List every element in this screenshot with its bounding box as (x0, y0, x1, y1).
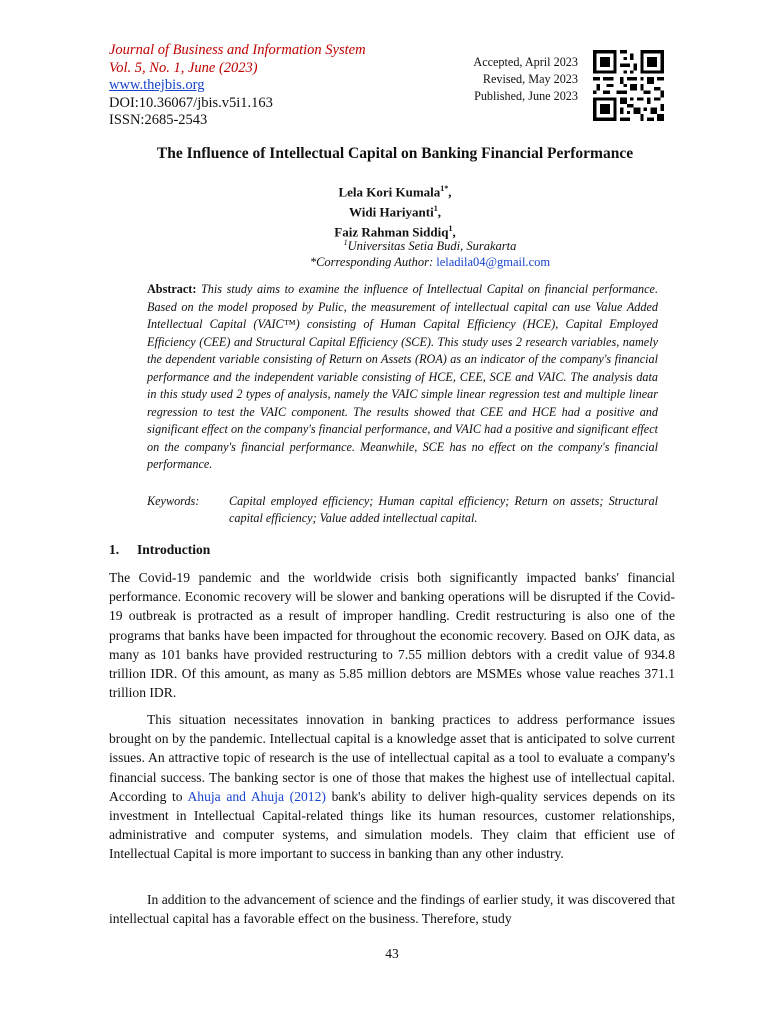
keywords-label: Keywords: (147, 494, 200, 508)
author: Lela Kori Kumala$^{1*}$, (338, 184, 452, 200)
paragraph: The Covid-19 pandemic and the worldwide crisis both significantly impacted banks' financial performance. Economic recovery will be slower and banking operations will be disrupted if the Covid-19 outbreak is protracted as a result of improper handling. Credit restructuring is also one of the programs that banks have been impacted for throughout the economic recovery. Based on OJK data, as many as 101 banks have provided restructuring to 7.55 million debtors with a credit value of 934.8 trillion IDR. Of this amount, as many as 5.85 million debtors are MSMEs whose value reaches 371.1 trillion IDR. (109, 570, 675, 701)
doi: DOI:10.36067/jbis.v5i1.163 (109, 94, 273, 111)
published-date: Published, June 2023 (474, 89, 578, 103)
corresponding-author: *Corresponding Author: leladila04@gmail.com (309, 255, 551, 270)
issn: ISSN:2685-2543 (109, 112, 208, 128)
paragraph: This situation necessitates innovation in banking practices to address performance issues brought on by the pandemic. Intellectual capital is a knowledge asset that is anticipated to solve current issues. An attractive topic of research is the use of intellectual capital as a tool to evaluate a company's financial success. The banking sector is one of those that makes the highest use of intellectual capital. According to Ahuja and Ahuja (2012) bank's ability to deliver high-quality services depends on its investment in Intellectual Capital-related things like its human resources, customer relationships, administrative and computer systems, and simulation models. They claim that efficient use of Intellectual Capital is more important to success in banking than any other industry. (109, 712, 675, 862)
paragraph: In addition to the advancement of science and the findings of earlier study, it was discovered that intellectual capital has a favorable effect on the business. Therefore, study (109, 892, 675, 927)
section-number: 1. (109, 542, 120, 557)
email-link[interactable]: leladila04@gmail.com (436, 255, 551, 270)
section-title: Introduction (137, 542, 211, 557)
revised-date: Revised, May 2023 (482, 72, 578, 86)
affiliation: $^1$Universitas Setia Budi, Surakarta (343, 238, 517, 254)
qr-code-icon (593, 50, 664, 121)
keywords-text: Capital employed efficiency; Human capital efficiency; Return on assets; Structural capital efficiency; Value added intellectual capital. (229, 494, 658, 525)
publication-dates (473, 54, 578, 105)
abstract (147, 281, 658, 474)
accepted-date: Accepted, April 2023 (473, 55, 578, 69)
journal-volume: Vol. 5, No. 1, June (2023) (109, 59, 258, 76)
author: Widi Hariyanti$^1$, (349, 203, 441, 220)
abstract-label: Abstract: (147, 282, 197, 296)
journal-url-link[interactable]: www.thejbis.org (109, 77, 205, 93)
paper-title: The Influence of Intellectual Capital on Banking Financial Performance (156, 145, 634, 162)
abstract-text: This study aims to examine the influence of Intellectual Capital on financial performance. Based on the model proposed by Pulic, the measurement of intellectual capital can use Value Added Intellectual Capital (VAIC™) consisting of Human Capital Efficiency (HCE), Capital Employed Efficiency (CEE) and Structural Capital Efficiency (SCE). This study uses 2 research variables, namely the dependent variable consisting of Return on Assets (ROA) as an indicator of the company's financial performance and the independent variable consisting of HCE, CEE, SCE and VAIC. The analysis data in this study used 2 types of analysis, namely the VAIC simple linear regression test and multiple linear regression to test the VAIC component. The results showed that CEE and HCE had a positive and significant effect on the company's financial performance, and VAIC had a positive and significant effect on the company's financial performance. Meanwhile, SCE has no effect on the company's financial performance. (147, 282, 659, 471)
affiliation-block (0, 235, 768, 270)
author: Faiz Rahman Siddiq$^1$, (334, 223, 456, 239)
journal-name: Journal of Business and Information System (109, 42, 366, 58)
citation-link[interactable]: Ahuja and Ahuja (2012) (187, 788, 326, 804)
author-list (0, 181, 768, 240)
page-number: 43 (385, 946, 399, 961)
section-heading (109, 542, 210, 558)
journal-header (109, 42, 366, 130)
